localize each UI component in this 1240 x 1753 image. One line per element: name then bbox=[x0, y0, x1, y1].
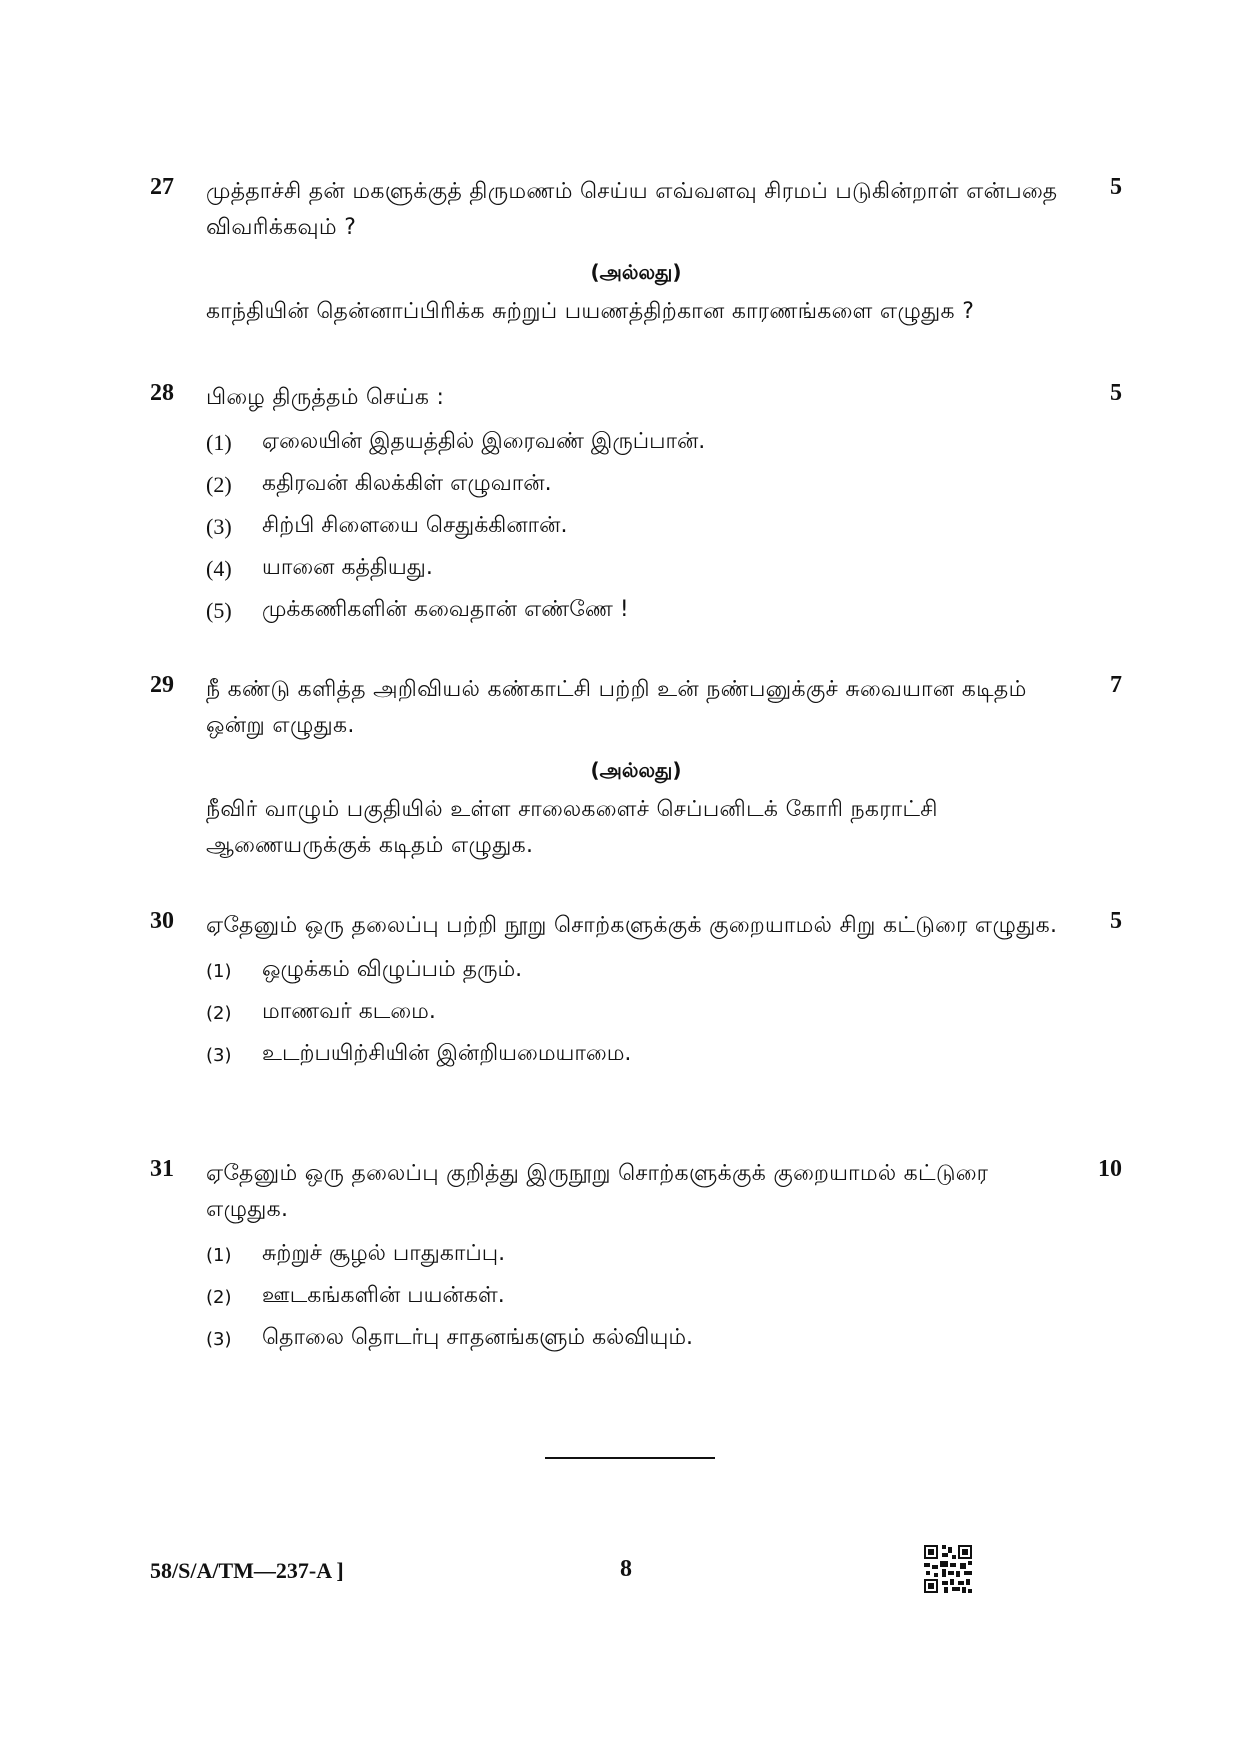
list-item bbox=[206, 992, 1122, 1034]
list-item bbox=[206, 590, 1122, 632]
question-number: 28 bbox=[150, 380, 174, 406]
list-item bbox=[206, 950, 1122, 992]
list-item bbox=[206, 1318, 1122, 1360]
option-text: கதிரவன் கிலக்கிள் எழுவான். bbox=[262, 471, 552, 496]
option-number: (5) bbox=[206, 598, 232, 623]
question-28 bbox=[150, 380, 1122, 632]
option-number: (1) bbox=[206, 960, 232, 982]
question-marks: 10 bbox=[1098, 1156, 1122, 1182]
question-row bbox=[150, 380, 1122, 416]
option-number: (2) bbox=[206, 1002, 232, 1024]
option-number: (3) bbox=[206, 1044, 232, 1066]
option-number: (4) bbox=[206, 556, 232, 581]
question-number: 27 bbox=[150, 174, 174, 200]
question-row bbox=[150, 908, 1122, 944]
list-item bbox=[206, 1276, 1122, 1318]
option-number: (2) bbox=[206, 472, 232, 497]
page-number: 8 bbox=[620, 1556, 632, 1582]
question-row bbox=[150, 1156, 1122, 1228]
paper-code: 58/S/A/TM—237-A ] bbox=[150, 1558, 344, 1583]
option-number: (3) bbox=[206, 1328, 232, 1350]
question-text: பிழை திருத்தம் செய்க : bbox=[206, 385, 445, 410]
list-item bbox=[206, 464, 1122, 506]
option-text: ஏலையின் இதயத்தில் இரைவண் இருப்பான். bbox=[262, 429, 706, 454]
alternative-question: நீவிர் வாழும் பகுதியில் உள்ள சாலைகளைச் செப்பனிடக் கோரி நகராட்சி ஆணையருக்குக் கடிதம் எழுதுக. bbox=[206, 797, 938, 858]
question-number: 30 bbox=[150, 908, 174, 934]
question-marks: 5 bbox=[1110, 908, 1122, 934]
option-text: மாணவர் கடமை. bbox=[262, 999, 436, 1024]
question-29 bbox=[150, 672, 1122, 864]
options-list bbox=[206, 950, 1122, 1076]
option-text: ஒழுக்கம் விழுப்பம் தரும். bbox=[262, 957, 523, 982]
question-row bbox=[150, 174, 1122, 246]
question-marks: 5 bbox=[1110, 380, 1122, 406]
or-label: (அல்லது) bbox=[590, 758, 682, 782]
end-divider bbox=[545, 1457, 715, 1459]
list-item bbox=[206, 506, 1122, 548]
list-item bbox=[206, 1234, 1122, 1276]
option-text: சுற்றுச் சூழல் பாதுகாப்பு. bbox=[262, 1241, 506, 1266]
options-list bbox=[206, 422, 1122, 632]
option-number: (2) bbox=[206, 1286, 232, 1308]
question-27 bbox=[150, 174, 1122, 330]
option-text: யானை கத்தியது. bbox=[262, 555, 433, 580]
question-marks: 7 bbox=[1110, 672, 1122, 698]
alternative-question: காந்தியின் தென்னாப்பிரிக்க சுற்றுப் பயணத்திற்கான காரணங்களை எழுதுக ? bbox=[206, 299, 975, 324]
question-marks: 5 bbox=[1110, 174, 1122, 200]
question-text: நீ கண்டு களித்த அறிவியல் கண்காட்சி பற்றி உன் நண்பனுக்குச் சுவையான கடிதம் ஒன்று எழுதுக. bbox=[206, 677, 1027, 738]
list-item bbox=[206, 1034, 1122, 1076]
question-number: 29 bbox=[150, 672, 174, 698]
question-30 bbox=[150, 908, 1122, 1076]
option-text: முக்கணிகளின் கவைதான் எண்ணே ! bbox=[262, 597, 629, 622]
question-number: 31 bbox=[150, 1156, 174, 1182]
option-text: தொலை தொடர்பு சாதனங்களும் கல்வியும். bbox=[262, 1325, 694, 1350]
question-text: ஏதேனும் ஒரு தலைப்பு பற்றி நூறு சொற்களுக்குக் குறையாமல் சிறு கட்டுரை எழுதுக. bbox=[206, 913, 1058, 938]
question-text: ஏதேனும் ஒரு தலைப்பு குறித்து இருநூறு சொற்களுக்குக் குறையாமல் கட்டுரை எழுதுக. bbox=[206, 1161, 989, 1222]
list-item bbox=[206, 548, 1122, 590]
or-label: (அல்லது) bbox=[590, 260, 682, 284]
option-text: சிற்பி சிளையை செதுக்கினான். bbox=[262, 513, 568, 538]
question-31 bbox=[150, 1156, 1122, 1360]
option-number: (1) bbox=[206, 1244, 232, 1266]
options-list bbox=[206, 1234, 1122, 1360]
option-text: ஊடகங்களின் பயன்கள். bbox=[262, 1283, 505, 1308]
question-row bbox=[150, 672, 1122, 744]
list-item bbox=[206, 422, 1122, 464]
qr-code-icon bbox=[924, 1545, 972, 1593]
question-text: முத்தாச்சி தன் மகளுக்குத் திருமணம் செய்ய எவ்வளவு சிரமப் படுகின்றாள் என்பதை விவரிக்கவும் ? bbox=[206, 179, 1058, 240]
option-text: உடற்பயிற்சியின் இன்றியமையாமை. bbox=[262, 1041, 632, 1066]
option-number: (3) bbox=[206, 514, 232, 539]
option-number: (1) bbox=[206, 430, 232, 455]
